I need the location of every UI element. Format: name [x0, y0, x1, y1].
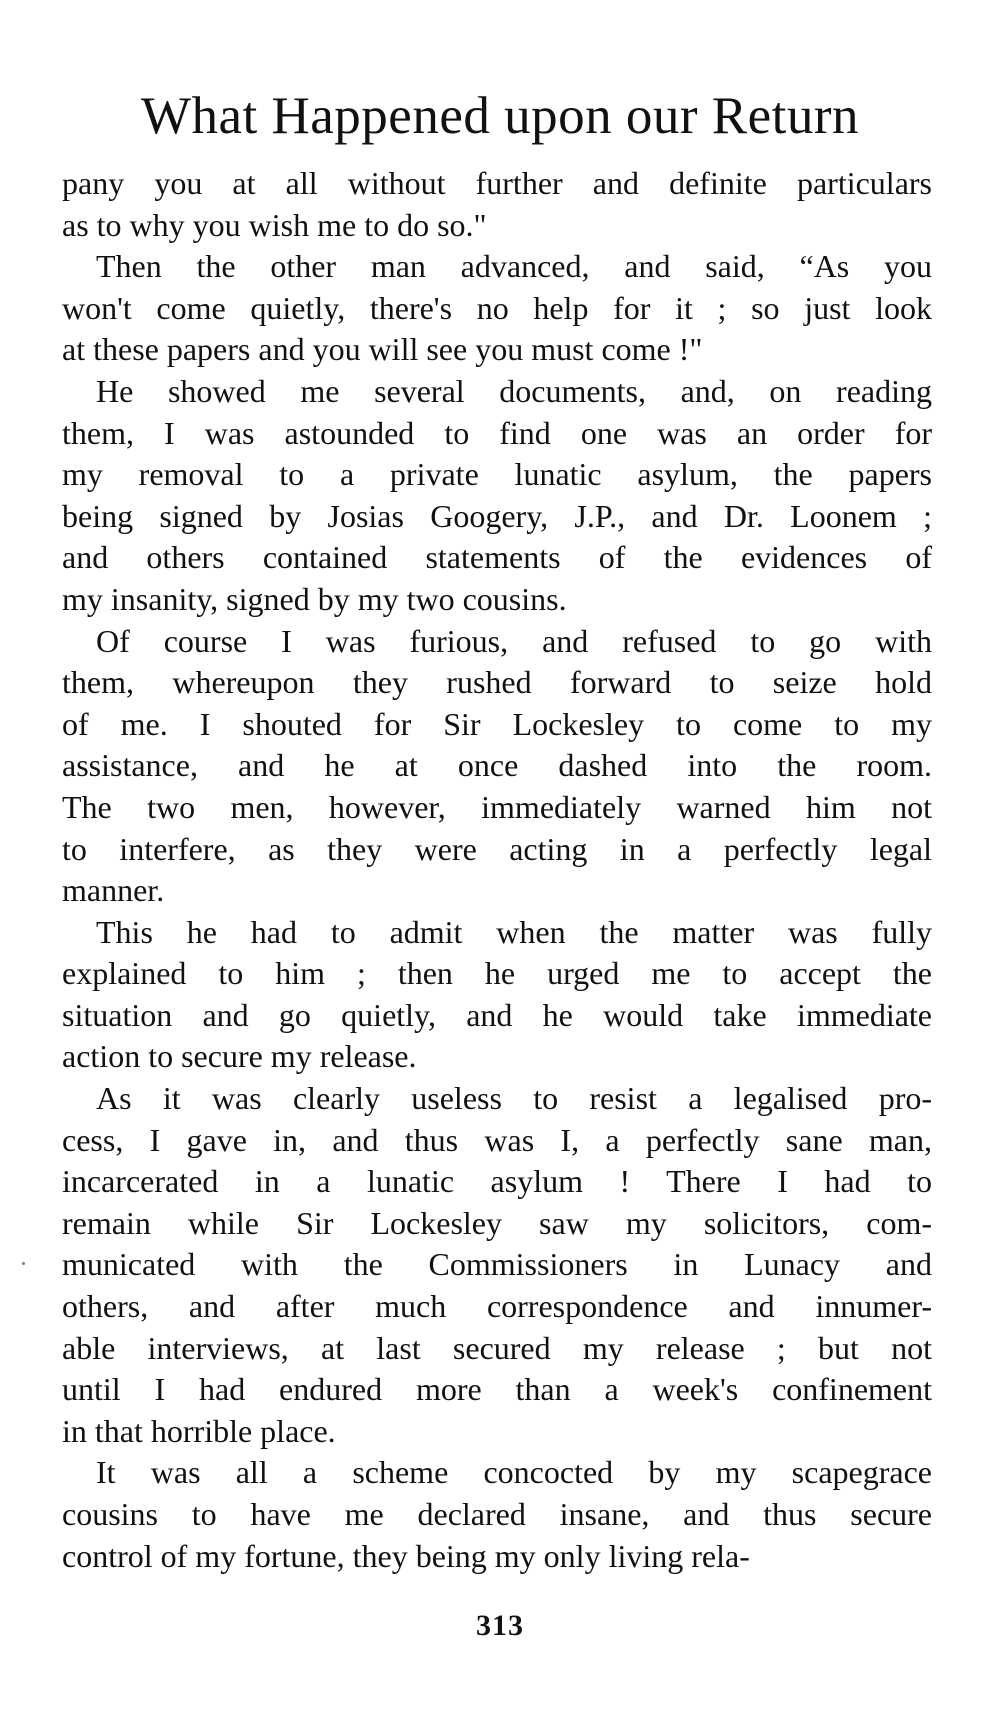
text-line: in that horrible place.: [62, 1412, 336, 1449]
paragraph: [62, 912, 932, 1078]
text-line: being signed by Josias Googery, J.P., and Dr. Loonem ;: [62, 497, 932, 534]
text-line: and others contained statements of the evidences of: [62, 539, 932, 576]
text-line: Then the other man advanced, and said, “As you: [96, 248, 932, 285]
text-line: able interviews, at last secured my release ; but not: [62, 1329, 932, 1366]
page-number: 313: [476, 1609, 524, 1642]
text-line: It was all a scheme concocted by my scapegrace: [96, 1454, 932, 1491]
text-line: won't come quietly, there's no help for it ; so just look: [62, 289, 932, 326]
text-line: my removal to a private lunatic asylum, the papers: [62, 456, 932, 493]
text-line: my insanity, signed by my two cousins.: [62, 580, 567, 617]
paragraph: [62, 163, 932, 246]
margin-speck: [22, 1262, 25, 1265]
text-line: action to secure my release.: [62, 1038, 417, 1075]
text-line: cousins to have me declared insane, and thus secure: [62, 1496, 932, 1532]
text-line: manner.: [62, 872, 165, 909]
body-text: [62, 163, 932, 1577]
text-line: remain while Sir Lockesley saw my solicitors, com-: [62, 1204, 932, 1241]
text-line: of me. I shouted for Sir Lockesley to come to my: [62, 705, 932, 742]
text-line: them, whereupon they rushed forward to seize hold: [62, 664, 932, 701]
paragraph: [62, 1078, 932, 1452]
text-line: assistance, and he at once dashed into the room.: [62, 747, 932, 784]
text-line: He showed me several documents, and, on reading: [96, 372, 932, 409]
text-line: them, I was astounded to find one was an order for: [62, 414, 932, 451]
text-line: control of my fortune, they being my only living rela-: [62, 1537, 750, 1574]
text-line: Of course I was furious, and refused to go with: [96, 622, 932, 659]
text-line: This he had to admit when the matter was fully: [96, 913, 932, 950]
text-line: incarcerated in a lunatic asylum ! There I had to: [62, 1163, 932, 1200]
text-line: at these papers and you will see you must come !": [62, 331, 703, 368]
paragraph: [62, 246, 932, 371]
text-line: cess, I gave in, and thus was I, a perfectly sane man,: [62, 1121, 932, 1158]
text-line: As it was clearly useless to resist a legalised pro-: [96, 1080, 932, 1117]
text-line: situation and go quietly, and he would take immediate: [62, 996, 932, 1033]
paragraph: [62, 371, 932, 621]
paragraph: [62, 1452, 932, 1577]
text-line: to interfere, as they were acting in a perfectly legal: [62, 830, 932, 867]
text-line: The two men, however, immediately warned him not: [62, 788, 932, 825]
paragraph: [62, 621, 932, 912]
text-line: others, and after much correspondence and innumer-: [62, 1288, 932, 1325]
text-line: until I had endured more than a week's confinement: [62, 1371, 932, 1408]
text-line: explained to him ; then he urged me to accept the: [62, 955, 932, 992]
text-line: as to why you wish me to do so.": [62, 206, 487, 243]
text-line: municated with the Commissioners in Lunacy and: [62, 1246, 932, 1283]
text-line: pany you at all without further and definite particulars: [62, 165, 932, 201]
running-head: What Happened upon our Return: [140, 87, 860, 145]
